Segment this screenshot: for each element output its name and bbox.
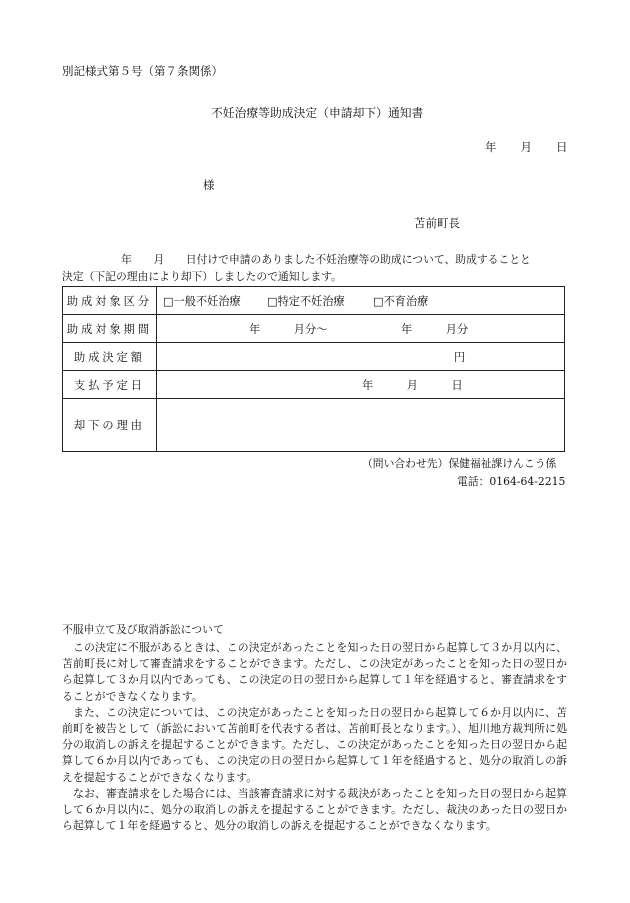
form-reference: 別記様式第５号（第７条関係） (62, 64, 223, 78)
date-day: 日 (556, 140, 568, 154)
decision-table (62, 286, 565, 452)
intro-line-2: 決定（下記の理由により却下）しましたので通知します。 (62, 270, 342, 283)
contact-department: （問い合わせ先）保健福祉課けんこう係 (362, 457, 557, 470)
issuer: 苫前町長 (414, 216, 460, 230)
notice-paragraph: この決定に不服があるときは、この決定があったことを知った日の翌日から起算して３か月以内に、苫前町長に対して審査請求をすることができます。ただし、この決定があったことを知った日の翌日から起算して３か月以内であっても、この決定の日の翌日から起算して１年を経過すると、審査請求をすることができなくなります。 (62, 641, 567, 703)
notice-heading: 不服申立て及び取消訴訟について (62, 623, 224, 636)
row-value-period (157, 315, 565, 343)
notice-body (62, 640, 567, 834)
date-year: 年 (485, 140, 497, 154)
row-label: 却下の理由 (63, 399, 157, 452)
row-label: 助成対象期間 (63, 315, 157, 343)
intro-line-1: 年 月 日付けで申請のありました不妊治療等の助成について、助成することと (121, 253, 531, 266)
option-recurrent-miscarriage[interactable]: □不育治療 (373, 294, 429, 308)
notice-paragraph: なお、審査請求をした場合には、当該審査請求に対する裁決があったことを知った日の翌日から起算して６か月以内に、処分の取消しの訴えを提起することができます。ただし、裁決のあった日の翌日から起算して１年を経過すると、処分の取消しの訴えを提起することができなくなります。 (62, 786, 567, 833)
row-value-rejection-reason (157, 399, 565, 452)
date-line (485, 139, 568, 155)
addressee-suffix: 様 (203, 178, 215, 192)
table-row (63, 287, 565, 315)
date-month: 月 (520, 140, 532, 154)
row-label: 助成対象区分 (63, 287, 157, 315)
table-row (63, 371, 565, 399)
contact-phone: 電話：0164-64-2215 (457, 475, 566, 488)
payment-date: 年 月 日 (362, 378, 463, 392)
row-label: 支払予定日 (63, 371, 157, 399)
row-label: 助成決定額 (63, 343, 157, 371)
amount-unit: 円 (454, 350, 466, 364)
table-row (63, 315, 565, 343)
row-value-category (157, 287, 565, 315)
option-specific-infertility[interactable]: □特定不妊治療 (267, 294, 345, 308)
period-to: 年 月分 (401, 322, 469, 336)
document-title: 不妊治療等助成決定（申請却下）通知書 (211, 106, 424, 120)
period-from: 年 月分～ (249, 322, 328, 336)
row-value-amount (157, 343, 565, 371)
row-value-payment-date (157, 371, 565, 399)
table-row (63, 343, 565, 371)
option-general-infertility[interactable]: □一般不妊治療 (163, 294, 241, 308)
table-row (63, 399, 565, 452)
notice-paragraph: また、この決定については、この決定があったことを知った日の翌日から起算して６か月以内に、苫前町を被告として（訴訟において苫前町を代表する者は、苫前町長となります。）、旭川地方裁判所に処分の取消しの訴えを提起することができます。ただし、この決定があったことを知った日の翌日から起算して６か月以内であっても、この決定の日の翌日から起算して１年を経過すると、処分の取消しの訴えを提起することができなくなります。 (62, 705, 567, 784)
